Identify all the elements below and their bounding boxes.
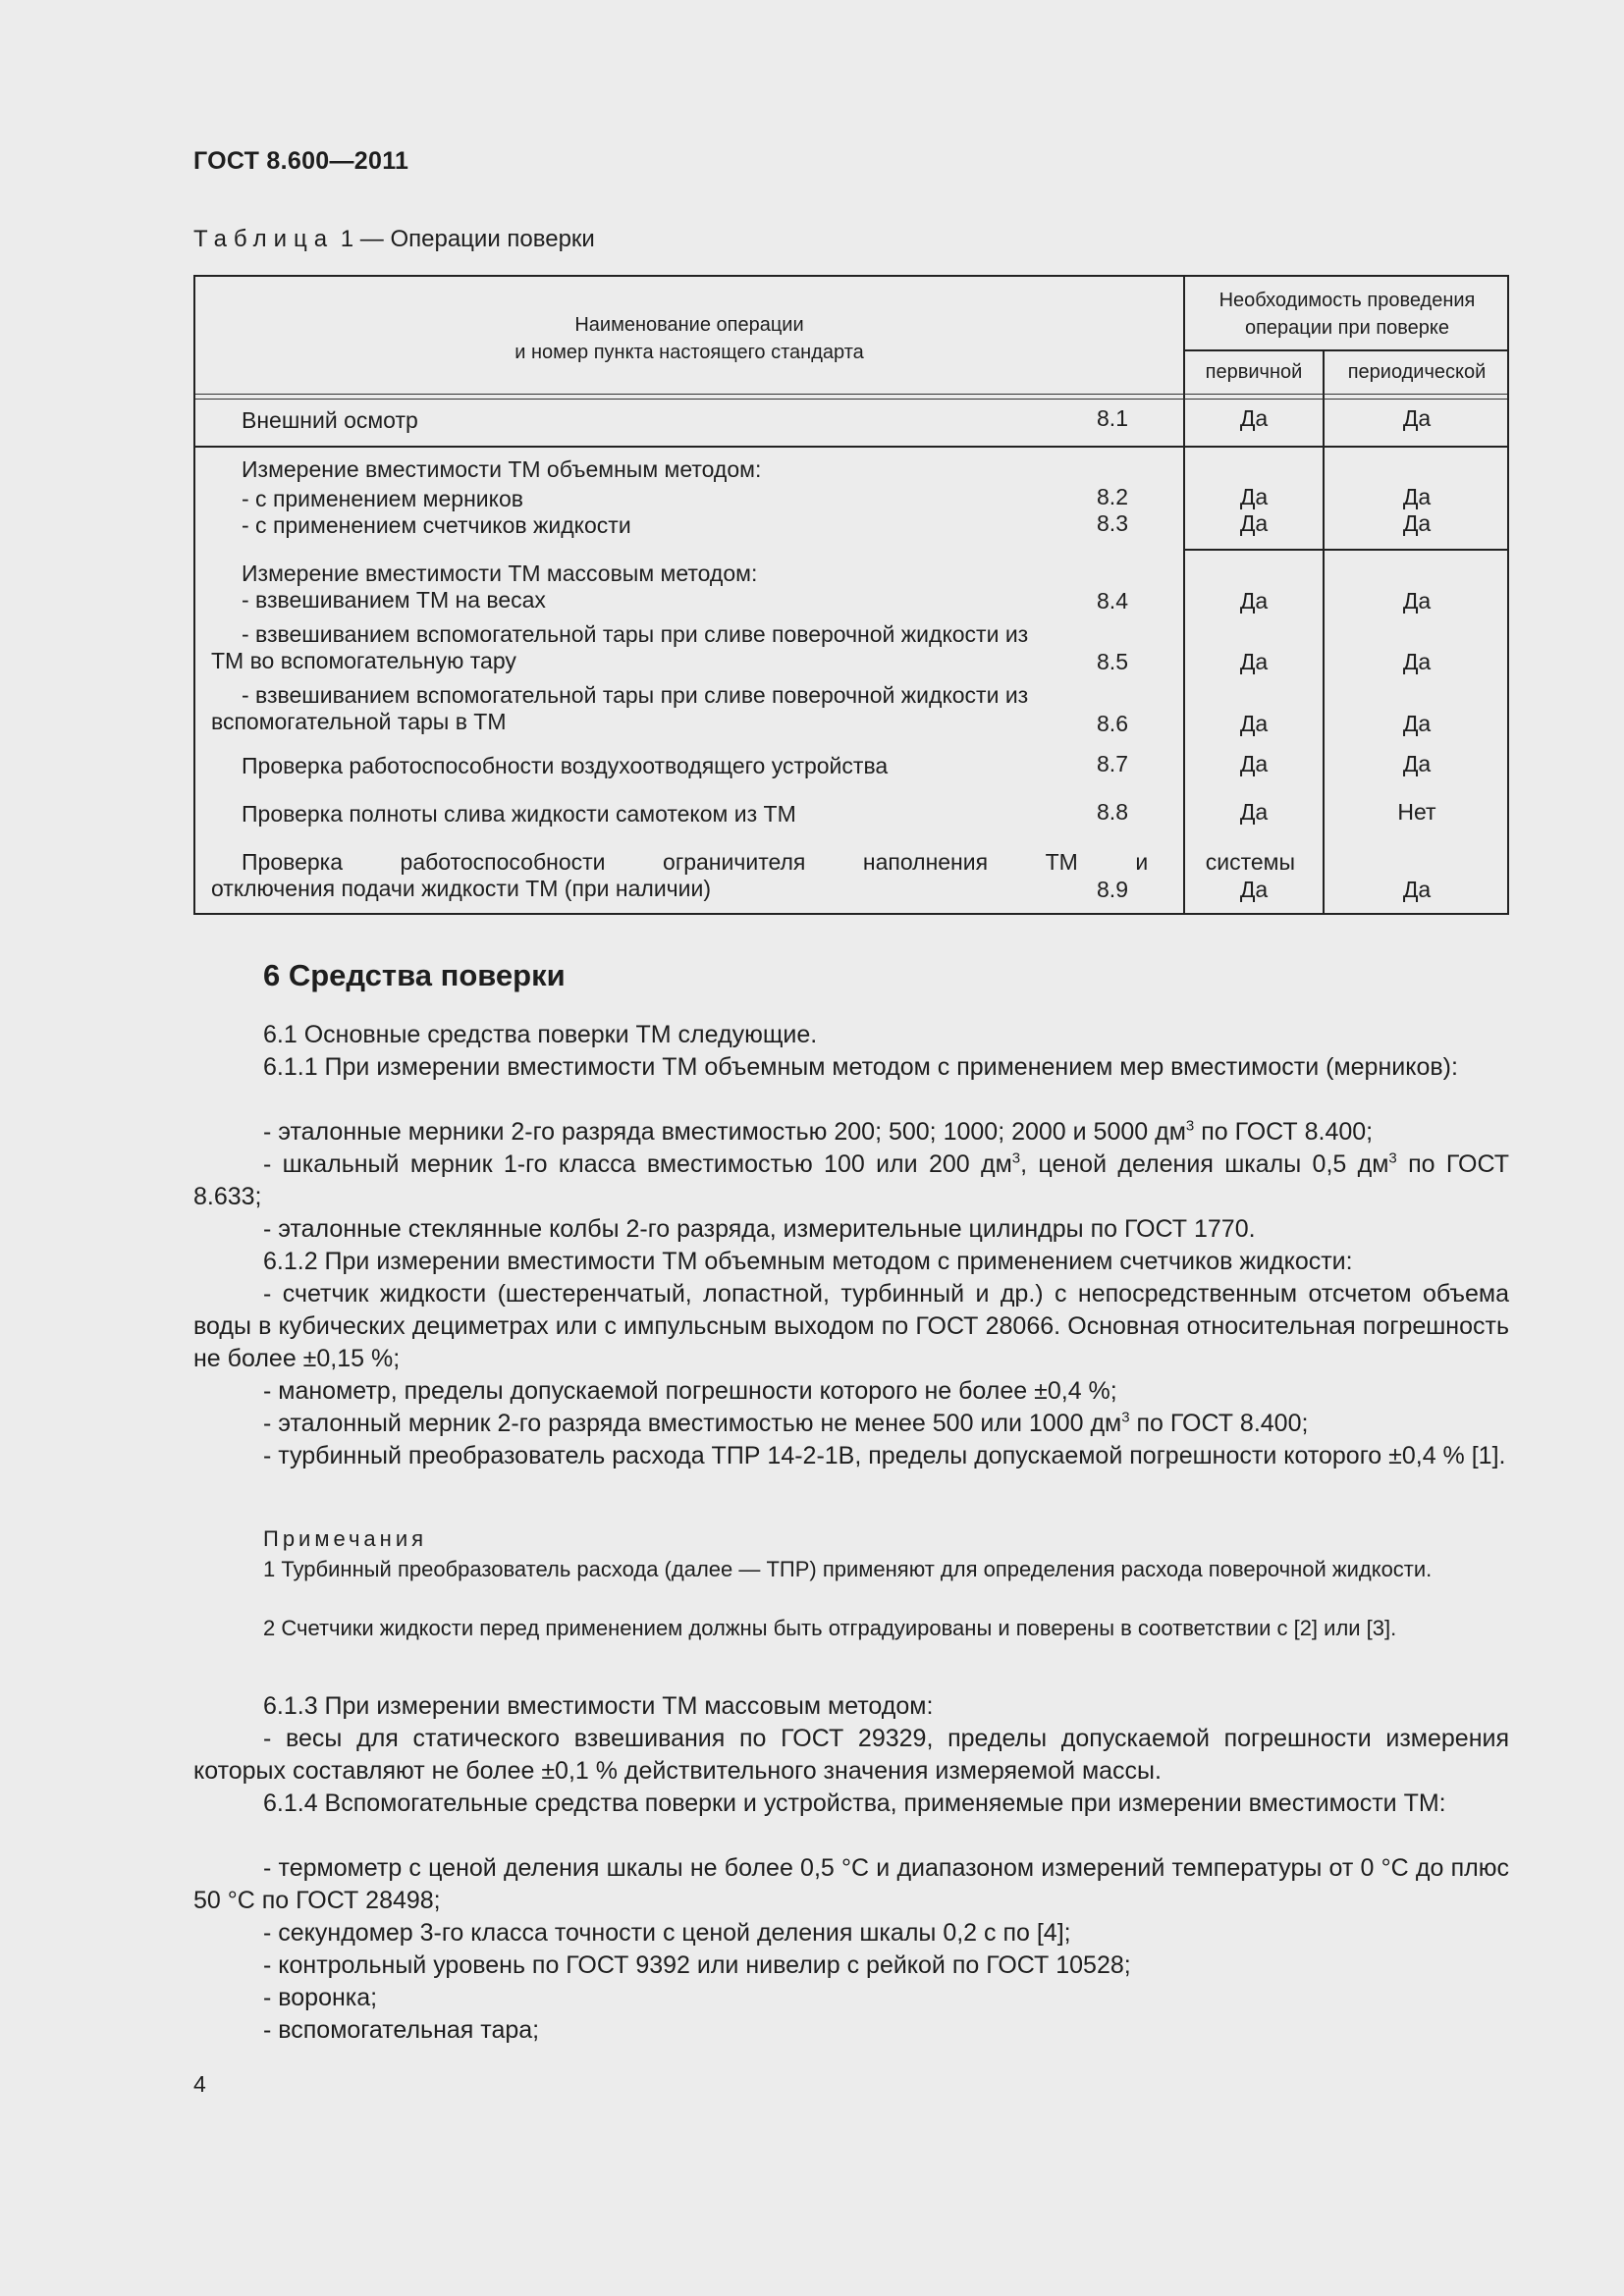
note: 2 Счетчики жидкости перед применением должны быть отградуированы и поверены в соответствии с [2] или [3]. xyxy=(263,1616,1397,1640)
row-group-title: Измерение вместимости ТМ объемным методом: xyxy=(242,456,762,482)
row-periodic: Нет xyxy=(1397,799,1436,825)
operations-table xyxy=(193,275,1509,915)
row-number: 8.1 xyxy=(1097,405,1128,431)
row-primary: Да xyxy=(1239,649,1269,674)
row-periodic: Да xyxy=(1402,649,1432,674)
text-part: по ГОСТ 8.633; xyxy=(193,1150,1509,1210)
row-number: 8.4 xyxy=(1097,588,1128,614)
list-item: - турбинный преобразователь расхода ТПР 14-2-1В, пределы допускаемой погрешности которого ±0,4 % [1]. xyxy=(263,1442,1506,1469)
table-header-split xyxy=(1185,349,1509,351)
text-part: по ГОСТ 8.400; xyxy=(1194,1118,1374,1146)
header-necessity-line1: Необходимость проведения xyxy=(1218,290,1476,311)
header-operation-name xyxy=(195,311,1183,366)
row-text-line2: отключения подачи жидкости ТМ (при наличии) xyxy=(211,876,712,901)
text-part: , ценой деления шкалы 0,5 дм xyxy=(1020,1150,1389,1178)
row-text: Проверка полноты слива жидкости самотеком из ТМ xyxy=(242,801,796,827)
list-item xyxy=(193,1408,1509,1440)
paragraph: 6.1 Основные средства поверки ТМ следующие. xyxy=(263,1021,818,1048)
list-item: - эталонные стеклянные колбы 2-го разряда, измерительные цилиндры по ГОСТ 1770. xyxy=(263,1215,1256,1243)
text-part: - эталонные мерники 2-го разряда вместимостью 200; 500; 1000; 2000 и 5000 дм xyxy=(263,1118,1186,1146)
row-number: 8.5 xyxy=(1097,649,1128,674)
text-part: по ГОСТ 8.400; xyxy=(1129,1410,1309,1437)
row-text: - с применением счетчиков жидкости xyxy=(242,512,631,538)
list-item: - воронка; xyxy=(263,1984,378,2011)
superscript: 3 xyxy=(1011,1149,1021,1167)
page-number: 4 xyxy=(193,2071,206,2097)
row-number: 8.3 xyxy=(1097,510,1128,536)
table-caption-rest: 1 — Операции поверки xyxy=(334,226,595,252)
row-text: Внешний осмотр xyxy=(242,407,418,433)
list-item: - термометр с ценой деления шкалы не более 0,5 °С и диапазоном измерений температуры от 0 °С до плюс 50 °С по ГОСТ 28498; xyxy=(193,1854,1509,1914)
note: 1 Турбинный преобразователь расхода (далее — ТПР) применяют для определения расхода поверочной жидкости. xyxy=(263,1557,1433,1581)
row-periodic: Да xyxy=(1402,877,1432,902)
table-caption-prefix: Таблица xyxy=(193,226,335,252)
header-operation-line1: Наименование операции xyxy=(574,314,804,336)
row-text-line1: - взвешиванием вспомогательной тары при сливе поверочной жидкости из xyxy=(242,621,1029,647)
header-necessity xyxy=(1185,287,1509,342)
row-periodic: Да xyxy=(1402,510,1432,536)
list-item: - секундомер 3-го класса точности с ценой деления шкалы 0,2 с по [4]; xyxy=(263,1919,1071,1947)
row-periodic: Да xyxy=(1402,751,1432,776)
table-divider-cols xyxy=(1323,350,1325,915)
row-number: 8.9 xyxy=(1097,877,1128,902)
row-text: Проверка работоспособности воздухоотводящего устройства xyxy=(242,753,889,778)
paragraph: 6.1.4 Вспомогательные средства поверки и устройства, применяемые при измерении вместимости ТМ: xyxy=(263,1789,1446,1817)
paragraph: 6.1.1 При измерении вместимости ТМ объемным методом с применением мер вместимости (мерников): xyxy=(263,1053,1458,1081)
paragraph: 6.1.2 При измерении вместимости ТМ объемным методом с применением счетчиков жидкости: xyxy=(263,1248,1353,1275)
row-periodic: Да xyxy=(1402,405,1432,431)
table-row-separator xyxy=(195,446,1507,448)
table-header-bottom-2 xyxy=(195,399,1507,400)
notes-title: Примечания xyxy=(263,1526,428,1551)
table-caption xyxy=(193,226,595,253)
row-number: 8.6 xyxy=(1097,711,1128,736)
row-number: 8.8 xyxy=(1097,799,1128,825)
table-row-separator-right xyxy=(1185,549,1509,551)
superscript: 3 xyxy=(1388,1149,1397,1167)
table-header-bottom-1 xyxy=(195,394,1507,395)
section-heading: 6 Средства поверки xyxy=(263,958,566,992)
row-text-line1: - взвешиванием вспомогательной тары при сливе поверочной жидкости из xyxy=(242,682,1029,708)
row-text-line2: ТМ во вспомогательную тару xyxy=(211,648,516,673)
row-group-title: Измерение вместимости ТМ массовым методом: xyxy=(242,561,758,586)
row-periodic: Да xyxy=(1402,711,1432,736)
header-primary: первичной xyxy=(1205,361,1303,383)
row-number: 8.2 xyxy=(1097,484,1128,509)
text-part: - шкальный мерник 1-го класса вместимостью 100 или 200 дм xyxy=(263,1150,1012,1178)
row-periodic: Да xyxy=(1402,484,1432,509)
row-text-line1: Проверка работоспособности ограничителя наполнения ТМ и системы xyxy=(242,849,1295,875)
row-primary: Да xyxy=(1239,510,1269,536)
row-primary: Да xyxy=(1239,751,1269,776)
list-item: - контрольный уровень по ГОСТ 9392 или нивелир с рейкой по ГОСТ 10528; xyxy=(263,1951,1131,1979)
list-item: - манометр, пределы допускаемой погрешности которого не более ±0,4 %; xyxy=(263,1377,1117,1405)
row-primary: Да xyxy=(1239,588,1269,614)
superscript: 3 xyxy=(1121,1409,1130,1426)
row-primary: Да xyxy=(1239,405,1269,431)
row-periodic: Да xyxy=(1402,588,1432,614)
row-number: 8.7 xyxy=(1097,751,1128,776)
header-necessity-line2: операции при поверке xyxy=(1244,317,1450,339)
row-text-line2: вспомогательной тары в ТМ xyxy=(211,709,507,734)
list-item: - весы для статического взвешивания по ГОСТ 29329, пределы допускаемой погрешности измерения которых составляют не более ±0,1 % действительного значения измеряемой массы. xyxy=(193,1725,1509,1785)
superscript: 3 xyxy=(1185,1117,1195,1135)
row-text: - взвешиванием ТМ на весах xyxy=(242,587,546,613)
document-code: ГОСТ 8.600—2011 xyxy=(193,147,409,175)
row-primary: Да xyxy=(1239,799,1269,825)
row-text: - с применением мерников xyxy=(242,486,523,511)
list-item: - счетчик жидкости (шестеренчатый, лопастной, турбинный и др.) с непосредственным отсчетом объема воды в кубических дециметрах или с импульсным выходом по ГОСТ 28066. Основная относительная погрешность не более ±0,15 %; xyxy=(193,1280,1509,1372)
header-operation-line2: и номер пункта настоящего стандарта xyxy=(514,342,864,363)
row-primary: Да xyxy=(1239,711,1269,736)
list-item xyxy=(193,1148,1509,1213)
row-primary: Да xyxy=(1239,877,1269,902)
paragraph: 6.1.3 При измерении вместимости ТМ массовым методом: xyxy=(263,1692,934,1720)
header-periodic: периодической xyxy=(1347,361,1487,383)
row-primary: Да xyxy=(1239,484,1269,509)
list-item xyxy=(193,1116,1509,1148)
text-part: - эталонный мерник 2-го разряда вместимостью не менее 500 или 1000 дм xyxy=(263,1410,1122,1437)
list-item: - вспомогательная тара; xyxy=(263,2016,540,2044)
